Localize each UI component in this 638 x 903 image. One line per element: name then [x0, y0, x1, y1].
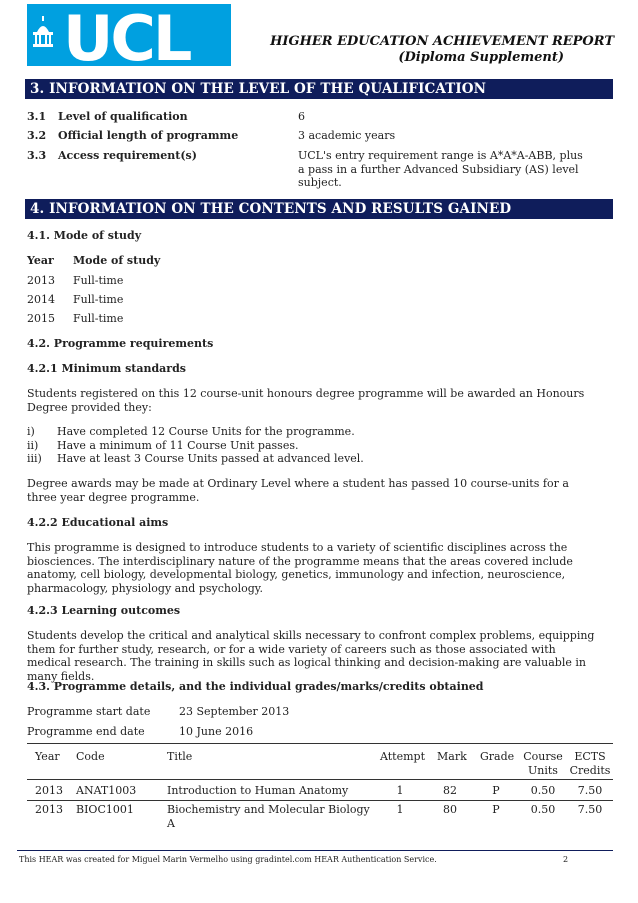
cell-title: Introduction to Human Anatomy [167, 784, 349, 797]
ucl-logo [27, 4, 231, 66]
outcomes-heading: 4.2.3 Learning outcomes [27, 604, 181, 617]
row-3-2-value: 3 academic years [298, 129, 396, 142]
col-units-line2: Units [528, 763, 558, 777]
mode-col-year: Year [27, 254, 54, 267]
start-label: Programme start date [27, 705, 151, 718]
col-code: Code [76, 750, 105, 763]
mode-value: Full-time [73, 312, 124, 325]
mode-year: 2015 [27, 312, 55, 325]
cell-ects: 7.50 [577, 784, 603, 797]
mode-col-mode: Mode of study [73, 254, 161, 267]
section4-heading: 4. INFORMATION ON THE CONTENTS AND RESULTS GAINED [25, 199, 613, 219]
table-header-rule [27, 779, 613, 780]
section3-heading: 3. INFORMATION ON THE LEVEL OF THE QUALIFICATION [25, 79, 613, 99]
cell-attempt: 1 [396, 803, 404, 816]
ordinary-text: Degree awards may be made at Ordinary Level where a student has passed 10 course-units for a three year degree programme. [27, 477, 569, 504]
row-num: 3.2 [27, 129, 47, 142]
start-value: 23 September 2013 [179, 705, 290, 718]
row-label: Level of qualification [58, 110, 188, 123]
mode-value: Full-time [73, 293, 124, 306]
cell-title: Biochemistry and Molecular Biology A [167, 803, 370, 830]
col-attempt: Attempt [380, 750, 425, 763]
col-grade: Grade [480, 750, 515, 763]
mode-year: 2013 [27, 274, 55, 287]
table-top-rule [27, 743, 613, 744]
mode-year: 2014 [27, 293, 55, 306]
report-title [270, 34, 614, 66]
cell-attempt: 1 [396, 784, 404, 797]
cell-grade: P [492, 803, 500, 816]
row-3-1-label [27, 110, 188, 124]
min-text: Students registered on this 12 course-unit honours degree programme will be awarded an Honours Degree provided they: [27, 387, 585, 414]
cell-code: BIOC1001 [76, 803, 134, 816]
req-heading: 4.2. Programme requirements [27, 337, 214, 350]
col-mark: Mark [437, 750, 467, 763]
cell-ects: 7.50 [577, 803, 603, 816]
row-num: 3.3 [27, 149, 47, 162]
col-ects [568, 750, 612, 777]
item-text: Have at least 3 Course Units passed at advanced level. [57, 452, 364, 465]
mode-value: Full-time [73, 274, 124, 287]
row-3-3-value: UCL's entry requirement range is A*A*A-ABB, plus a pass in a further Advanced Subsidiary (AS) level subject. [298, 149, 583, 189]
min-item [27, 439, 298, 453]
row-3-2-label [27, 129, 238, 143]
item-text: Have completed 12 Course Units for the programme. [57, 425, 355, 438]
col-units-line1: Course [523, 750, 563, 763]
cell-mark: 82 [443, 784, 457, 797]
item-text: Have a minimum of 11 Course Unit passes. [57, 439, 299, 452]
footer-rule [17, 850, 613, 851]
cell-year: 2013 [35, 784, 63, 797]
col-title: Title [167, 750, 193, 763]
table-row-rule [27, 800, 613, 801]
row-3-3-label [27, 149, 197, 163]
report-title-line2: (Diploma Supplement) [398, 50, 564, 65]
cell-units: 0.50 [530, 803, 556, 816]
ucl-logo-graphic [27, 4, 231, 66]
col-year: Year [35, 750, 60, 763]
cell-year: 2013 [35, 803, 63, 816]
min-heading: 4.2.1 Minimum standards [27, 362, 186, 375]
aims-text: This programme is designed to introduce students to a variety of scientific disciplines across the biosciences. The interdisciplinary nature of the programme means that the areas covered include anatomy, cell biology, developmental biology, genetics, immunology and infection, neuroscience, pharmacology, physiology and psychology. [27, 541, 573, 595]
report-title-line1: HIGHER EDUCATION ACHIEVEMENT REPORT [270, 34, 614, 49]
outcomes-text: Students develop the critical and analytical skills necessary to confront complex problems, equipping them for further study, research, or for a wide variety of careers such as those associated with medical research. The training in skills such as logical thinking and decision-making are valuable in many fields. [27, 629, 595, 683]
col-ects-line1: ECTS [574, 750, 606, 763]
cell-mark: 80 [443, 803, 457, 816]
row-label: Official length of programme [58, 129, 239, 142]
details-heading: 4.3. Programme details, and the individual grades/marks/credits obtained [27, 680, 484, 693]
end-value: 10 June 2016 [179, 725, 254, 738]
aims-heading: 4.2.2 Educational aims [27, 516, 169, 529]
cell-units: 0.50 [530, 784, 556, 797]
row-label: Access requirement(s) [58, 149, 197, 162]
footer-text: This HEAR was created for Miguel Marin Vermelho using gradintel.com HEAR Authentication Service. [19, 855, 437, 864]
min-item [27, 452, 364, 466]
end-label: Programme end date [27, 725, 145, 738]
item-num: iii) [27, 452, 42, 465]
logo-text: UCL [63, 4, 190, 66]
page-number: 2 [563, 855, 569, 864]
item-num: ii) [27, 439, 39, 452]
min-item [27, 425, 355, 439]
item-num: i) [27, 425, 35, 438]
row-num: 3.1 [27, 110, 47, 123]
col-ects-line2: Credits [569, 763, 611, 777]
cell-code: ANAT1003 [76, 784, 137, 797]
mode-heading: 4.1. Mode of study [27, 229, 142, 242]
cell-grade: P [492, 784, 500, 797]
row-3-1-value: 6 [298, 110, 305, 123]
col-units [523, 750, 563, 777]
